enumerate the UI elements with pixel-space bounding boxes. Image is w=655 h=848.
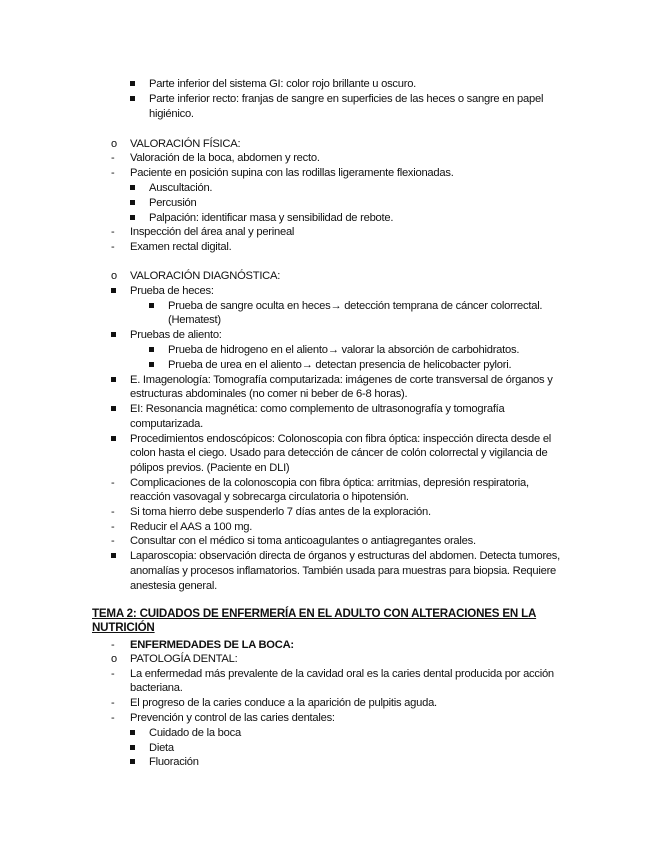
text-line: Percusión xyxy=(149,197,197,209)
bullet-dash-icon: - xyxy=(111,712,115,724)
section-heading: PATOLOGÍA DENTAL: xyxy=(130,653,238,665)
bullet-dash-icon: - xyxy=(111,167,115,179)
text-line: estructuras abdominales (no comer ni beber de 6-8 horas). xyxy=(130,388,408,400)
bullet-dash-icon: - xyxy=(111,506,115,518)
bullet-square-icon xyxy=(111,377,116,382)
text-line: Prueba de urea en el aliento→ detectan presencia de helicobacter pylori. xyxy=(168,359,512,371)
text-line: Procedimientos endoscópicos: Colonoscopia con fibra óptica: inspección directa desde el xyxy=(130,433,552,445)
text-line: Parte inferior recto: franjas de sangre en superficies de las heces o sangre en papel xyxy=(149,93,544,105)
text-line: E. Imagenología: Tomografía computarizada: imágenes de corte transversal de órganos y xyxy=(130,374,553,386)
bullet-dash-icon: - xyxy=(111,521,115,533)
text-line: Cuidado de la boca xyxy=(149,727,241,739)
bullet-dash-icon: - xyxy=(111,152,115,164)
bullet-square-icon xyxy=(130,759,135,764)
bullet-square-icon xyxy=(111,436,116,441)
text-line: El progreso de la caries conduce a la aparición de pulpitis aguda. xyxy=(130,697,437,709)
text-line: Complicaciones de la colonoscopia con fibra óptica: arritmias, depresión respiratoria, xyxy=(130,477,529,489)
text-line: Parte inferior del sistema GI: color rojo brillante u oscuro. xyxy=(149,78,417,90)
bullet-square-icon xyxy=(111,332,116,337)
text-line: Reducir el AAS a 100 mg. xyxy=(130,521,253,533)
bullet-dash-icon: - xyxy=(111,535,115,547)
bullet-square-icon xyxy=(130,730,135,735)
text-line: Si toma hierro debe suspenderlo 7 días antes de la exploración. xyxy=(130,506,431,518)
bullet-square-icon xyxy=(130,200,135,205)
text-line: Prueba de sangre oculta en heces→ detección temprana de cáncer colorrectal. xyxy=(168,300,543,312)
bullet-dash-icon: - xyxy=(111,226,115,238)
text-line: Paciente en posición supina con las rodillas ligeramente flexionadas. xyxy=(130,167,454,179)
text-line: Prevención y control de las caries dentales: xyxy=(130,712,335,724)
text-line: La enfermedad más prevalente de la cavidad oral es la caries dental producida por acción xyxy=(130,668,554,680)
text-line: pólipos previos. (Paciente en DLI) xyxy=(130,462,290,474)
text-line: Auscultación. xyxy=(149,182,213,194)
section-heading: VALORACIÓN DIAGNÓSTICA: xyxy=(130,270,281,282)
text-line: reacción vasovagal y sobrecarga circulatoria o hipotensión. xyxy=(130,491,409,503)
text-line: Consultar con el médico si toma anticoagulantes o antiagregantes orales. xyxy=(130,535,476,547)
text-line: Palpación: identificar masa y sensibilidad de rebote. xyxy=(149,212,394,224)
text-line: Examen rectal digital. xyxy=(130,241,232,253)
text-line: Valoración de la boca, abdomen y recto. xyxy=(130,152,320,164)
section-heading: VALORACIÓN FÍSICA: xyxy=(130,138,241,150)
text-line: bacteriana. xyxy=(130,682,183,694)
text-line: (Hematest) xyxy=(168,314,221,326)
text-line: Prueba de heces: xyxy=(130,285,214,297)
text-line: anestesia general. xyxy=(130,580,217,592)
bullet-dash-icon: - xyxy=(111,668,115,680)
section-heading: ENFERMEDADES DE LA BOCA: xyxy=(130,639,294,651)
bullet-square-icon xyxy=(130,96,135,101)
bullet-square-icon xyxy=(149,303,154,308)
text-line: Prueba de hidrogeno en el aliento→ valorar la absorción de carbohidratos. xyxy=(168,344,520,356)
bullet-square-icon xyxy=(130,745,135,750)
bullet-dash-icon: - xyxy=(111,697,115,709)
bullet-circle-icon: o xyxy=(111,653,118,665)
text-line: Dieta xyxy=(149,742,174,754)
text-line: EI: Resonancia magnética: como complemento de ultrasonografía y tomografía xyxy=(130,403,505,415)
bullet-dash-icon: - xyxy=(111,241,115,253)
text-line: Laparoscopia: observación directa de órganos y estructuras del abdomen. Detecta tumores, xyxy=(130,550,560,562)
bullet-square-icon xyxy=(130,81,135,86)
text-line: higiénico. xyxy=(149,108,194,120)
bullet-square-icon xyxy=(111,406,116,411)
text-line: colon hasta el ciego. Usado para detección de cáncer de colón colorrectal y vigilancia de xyxy=(130,447,548,459)
text-line: computarizada. xyxy=(130,418,203,430)
bullet-circle-icon: o xyxy=(111,138,118,150)
bullet-square-icon xyxy=(149,347,154,352)
bullet-square-icon xyxy=(130,185,135,190)
text-line: Pruebas de aliento: xyxy=(130,329,222,341)
text-line: Fluoración xyxy=(149,756,199,768)
bullet-square-icon xyxy=(149,362,154,367)
bullet-dash-icon: - xyxy=(111,477,115,489)
chapter-title: NUTRICIÓN xyxy=(92,621,155,634)
bullet-square-icon xyxy=(111,288,116,293)
text-line: Inspección del área anal y perineal xyxy=(130,226,295,238)
bullet-circle-icon: o xyxy=(111,270,118,282)
bullet-dash-icon: - xyxy=(111,639,115,651)
bullet-square-icon xyxy=(111,553,116,558)
text-line: anomalías y procesos inflamatorios. También usada para muestras para biopsia. Requiere xyxy=(130,565,557,577)
bullet-square-icon xyxy=(130,215,135,220)
chapter-title: TEMA 2: CUIDADOS DE ENFERMERÍA EN EL ADULTO CON ALTERACIONES EN LA xyxy=(92,607,537,620)
